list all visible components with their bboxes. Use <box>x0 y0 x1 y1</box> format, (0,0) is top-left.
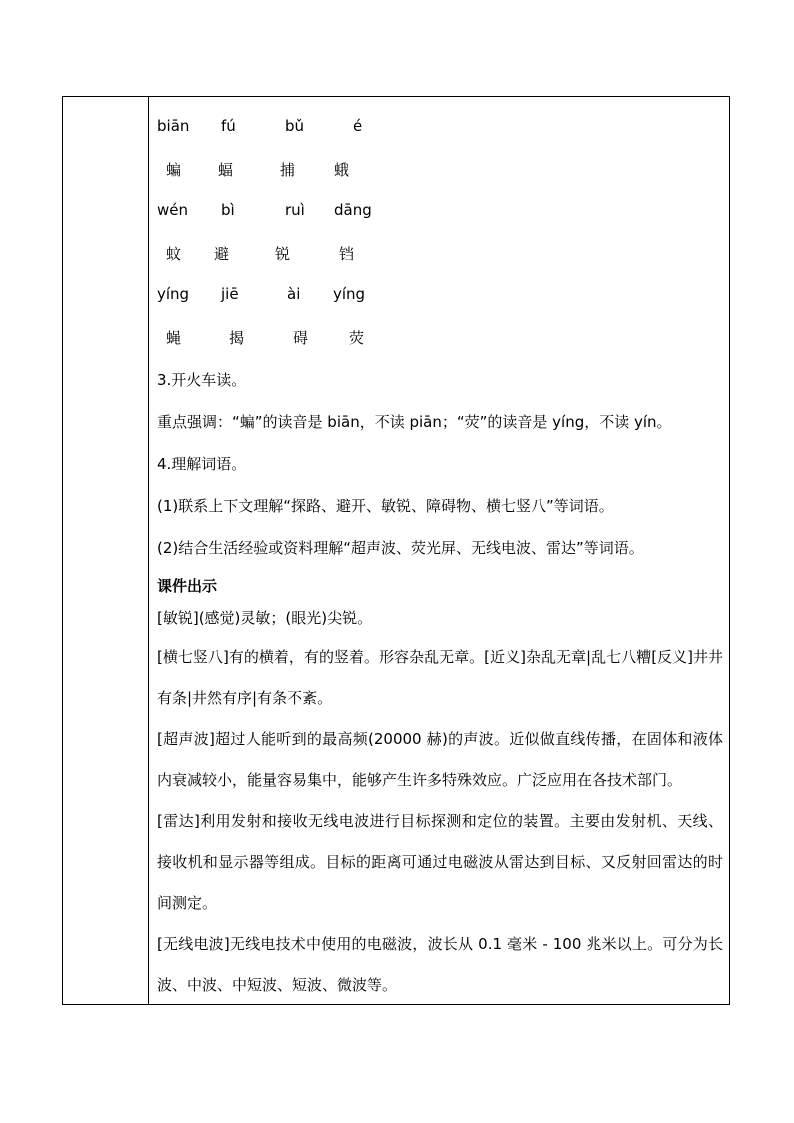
char-e: 蛾 <box>334 161 350 179</box>
pinyin-row-2 <box>157 191 723 233</box>
pinyin-ying1: yíng <box>157 285 190 303</box>
pinyin-e: é <box>353 117 363 135</box>
pinyin-fu: fú <box>221 117 236 135</box>
pinyin-bu: bǔ <box>285 117 305 135</box>
char-ying1: 蝇 <box>166 329 182 347</box>
definition-minrui: [敏锐](感觉)灵敏；(眼光)尖锐。 <box>157 609 373 627</box>
char-dang: 铛 <box>339 245 355 263</box>
pinyin-bi: bì <box>221 201 235 219</box>
char-ai: 碍 <box>293 329 309 347</box>
char-jie: 揭 <box>229 329 245 347</box>
pinyin-ying2: yíng <box>333 285 366 303</box>
pinyin-row-1 <box>157 107 723 149</box>
definition-chaoshengbo: [超声波]超过人能听到的最高频(20000 赫)的声波。近似做直线传播，在固体和液体内衰减较小，能量容易集中，能够产生许多特殊效应。广泛应用在各技术部门。 <box>157 730 723 789</box>
pinyin-row-3 <box>157 275 723 317</box>
char-bi: 避 <box>214 245 230 263</box>
definition-wuxiandianbo: [无线电波]无线电技术中使用的电磁波，波长从 0.1 毫米 - 100 兆米以上。可分为长波、中波、中短波、短波、微波等。 <box>157 935 723 994</box>
char-row-1 <box>157 149 723 191</box>
sub-item-1: (1)联系上下文理解“探路、避开、敏锐、障碍物、横七竖八”等词语。 <box>157 497 614 515</box>
pinyin-rui: ruì <box>285 201 305 219</box>
emphasis-text: 重点强调：“蝙”的读音是 biān，不读 piān；“荧”的读音是 yíng，不读 yín。 <box>157 413 672 431</box>
char-rui: 锐 <box>275 245 291 263</box>
char-bian: 蝙 <box>166 161 182 179</box>
char-ying2: 荧 <box>349 329 365 347</box>
sub-item-2: (2)结合生活经验或资料理解“超声波、荧光屏、无线电波、雷达”等词语。 <box>157 539 644 557</box>
char-fu: 蝠 <box>218 161 234 179</box>
definition-hengqishuba: [横七竖八]有的横着，有的竖着。形容杂乱无章。[近义]杂乱无章|乱七八糟[反义]井井有条|井然有序|有条不紊。 <box>157 648 723 707</box>
char-wen: 蚊 <box>166 245 182 263</box>
pinyin-ai: ài <box>287 285 301 303</box>
pinyin-jie: jiē <box>221 285 239 303</box>
char-row-2 <box>157 233 723 275</box>
definition-leida: [雷达]利用发射和接收无线电波进行目标探测和定位的装置。主要由发射机、天线、接收机和显示器等组成。目标的距离可通过电磁波从雷达到目标、又反射回雷达的时间测定。 <box>157 812 723 912</box>
lesson-table <box>62 96 730 1005</box>
column-divider <box>148 97 149 1004</box>
char-bu: 捕 <box>280 161 296 179</box>
courseware-title: 课件出示 <box>157 577 218 595</box>
pinyin-wen: wén <box>157 201 189 219</box>
step-4-text: 4.理解词语。 <box>157 455 247 473</box>
pinyin-dang: dāng <box>334 201 372 219</box>
char-row-3 <box>157 317 723 359</box>
step-3-text: 3.开火车读。 <box>157 371 247 389</box>
pinyin-bian: biān <box>157 117 190 135</box>
content-cell <box>157 107 723 1006</box>
